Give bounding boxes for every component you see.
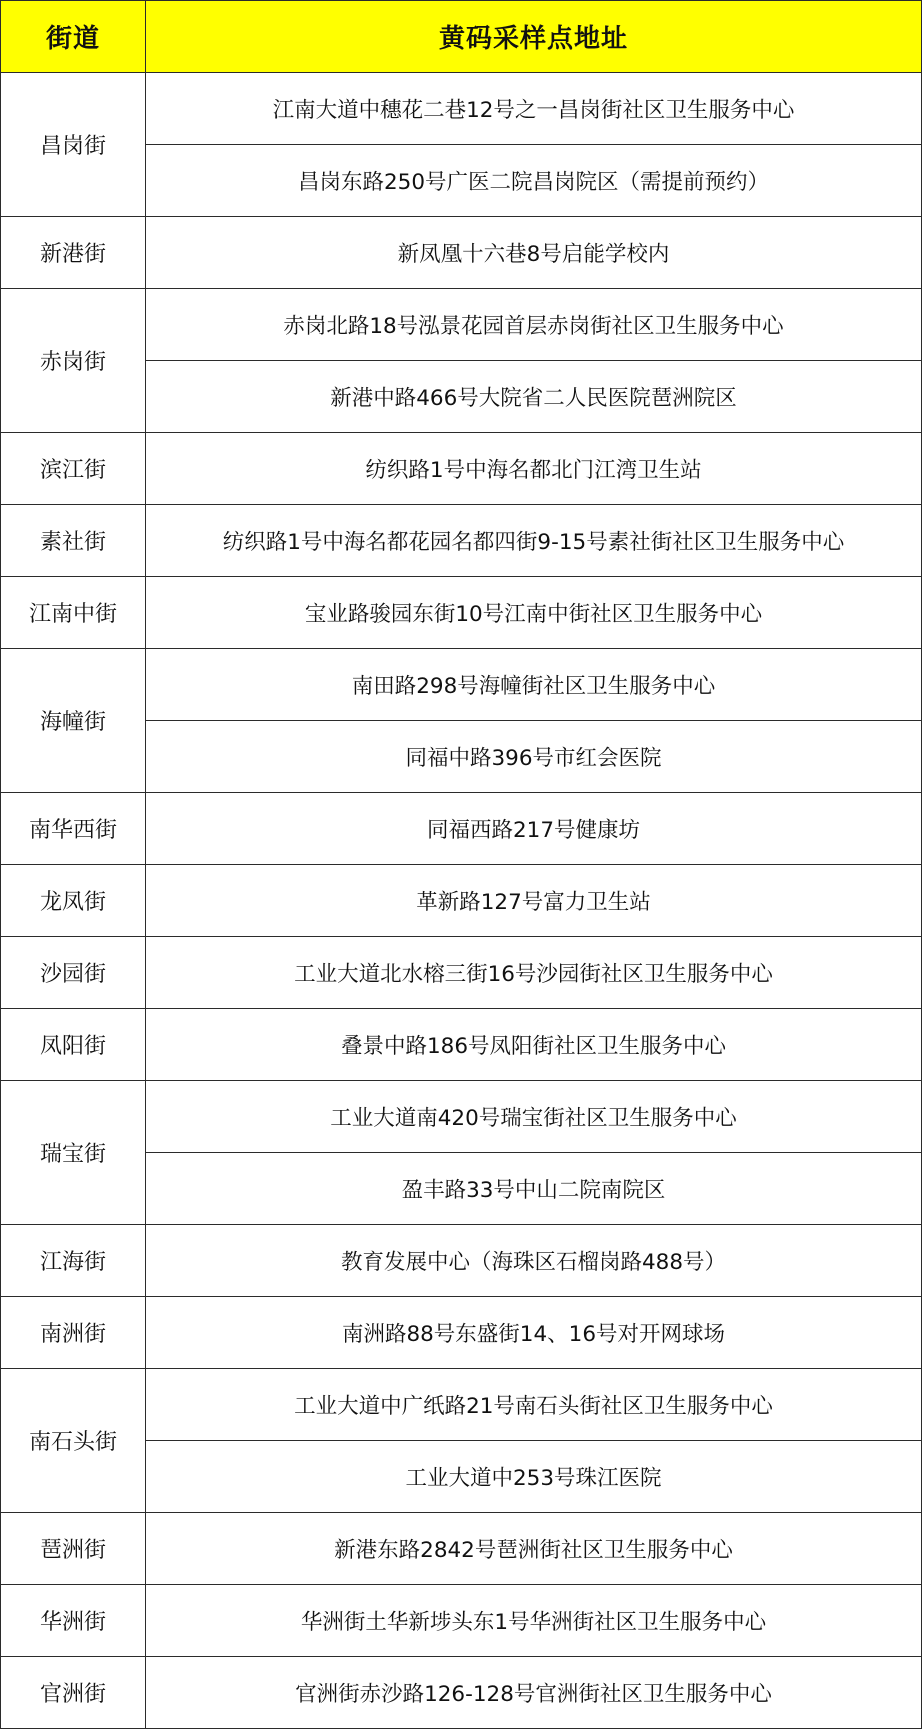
table-row <box>1 433 922 505</box>
street-cell: 沙园街 <box>1 937 146 1009</box>
address-cell: 教育发展中心（海珠区石榴岗路488号） <box>146 1225 922 1297</box>
address-cell: 江南大道中穗花二巷12号之一昌岗街社区卫生服务中心 <box>146 73 922 145</box>
address-cell: 同福中路396号市红会医院 <box>146 721 922 793</box>
table-row <box>1 649 922 721</box>
street-cell: 琶洲街 <box>1 1513 146 1585</box>
header-address: 黄码采样点地址 <box>146 1 922 73</box>
address-cell: 赤岗北路18号泓景花园首层赤岗街社区卫生服务中心 <box>146 289 922 361</box>
street-cell: 江南中街 <box>1 577 146 649</box>
table-row <box>1 793 922 865</box>
table-row <box>1 1513 922 1585</box>
address-cell: 华洲街土华新埗头东1号华洲街社区卫生服务中心 <box>146 1585 922 1657</box>
street-cell: 凤阳街 <box>1 1009 146 1081</box>
address-cell: 新港中路466号大院省二人民医院琶洲院区 <box>146 361 922 433</box>
street-cell: 滨江街 <box>1 433 146 505</box>
table-row <box>1 1081 922 1153</box>
header-street: 街道 <box>1 1 146 73</box>
street-cell: 南洲街 <box>1 1297 146 1369</box>
table-row <box>1 1225 922 1297</box>
address-cell: 纺织路1号中海名都北门江湾卫生站 <box>146 433 922 505</box>
header-row <box>1 1 922 73</box>
address-cell: 工业大道中253号珠江医院 <box>146 1441 922 1513</box>
street-cell: 龙凤街 <box>1 865 146 937</box>
table-row <box>1 289 922 361</box>
address-cell: 昌岗东路250号广医二院昌岗院区（需提前预约） <box>146 145 922 217</box>
street-cell: 江海街 <box>1 1225 146 1297</box>
table-body <box>1 73 922 1729</box>
address-cell: 同福西路217号健康坊 <box>146 793 922 865</box>
address-cell: 南洲路88号东盛街14、16号对开网球场 <box>146 1297 922 1369</box>
address-cell: 工业大道中广纸路21号南石头街社区卫生服务中心 <box>146 1369 922 1441</box>
table-row <box>1 217 922 289</box>
table-row <box>1 1585 922 1657</box>
table-row <box>1 1657 922 1729</box>
address-cell: 南田路298号海幢街社区卫生服务中心 <box>146 649 922 721</box>
street-cell: 官洲街 <box>1 1657 146 1729</box>
street-cell: 南华西街 <box>1 793 146 865</box>
address-cell: 宝业路骏园东街10号江南中街社区卫生服务中心 <box>146 577 922 649</box>
street-cell: 华洲街 <box>1 1585 146 1657</box>
address-cell: 革新路127号富力卫生站 <box>146 865 922 937</box>
address-cell: 官洲街赤沙路126-128号官洲街社区卫生服务中心 <box>146 1657 922 1729</box>
street-cell: 瑞宝街 <box>1 1081 146 1225</box>
street-cell: 素社街 <box>1 505 146 577</box>
table-row <box>1 865 922 937</box>
street-cell: 昌岗街 <box>1 73 146 217</box>
table-row <box>1 505 922 577</box>
address-cell: 纺织路1号中海名都花园名都四街9-15号素社街社区卫生服务中心 <box>146 505 922 577</box>
address-cell: 工业大道南420号瑞宝街社区卫生服务中心 <box>146 1081 922 1153</box>
street-cell: 海幢街 <box>1 649 146 793</box>
address-cell: 新港东路2842号琶洲街社区卫生服务中心 <box>146 1513 922 1585</box>
address-cell: 盈丰路33号中山二院南院区 <box>146 1153 922 1225</box>
table-row <box>1 1009 922 1081</box>
table-row <box>1 1297 922 1369</box>
table-row <box>1 73 922 145</box>
address-cell: 工业大道北水榕三街16号沙园街社区卫生服务中心 <box>146 937 922 1009</box>
table-row <box>1 577 922 649</box>
street-cell: 新港街 <box>1 217 146 289</box>
table-row <box>1 1369 922 1441</box>
address-cell: 叠景中路186号凤阳街社区卫生服务中心 <box>146 1009 922 1081</box>
address-cell: 新凤凰十六巷8号启能学校内 <box>146 217 922 289</box>
table-row <box>1 937 922 1009</box>
street-cell: 南石头街 <box>1 1369 146 1513</box>
street-cell: 赤岗街 <box>1 289 146 433</box>
